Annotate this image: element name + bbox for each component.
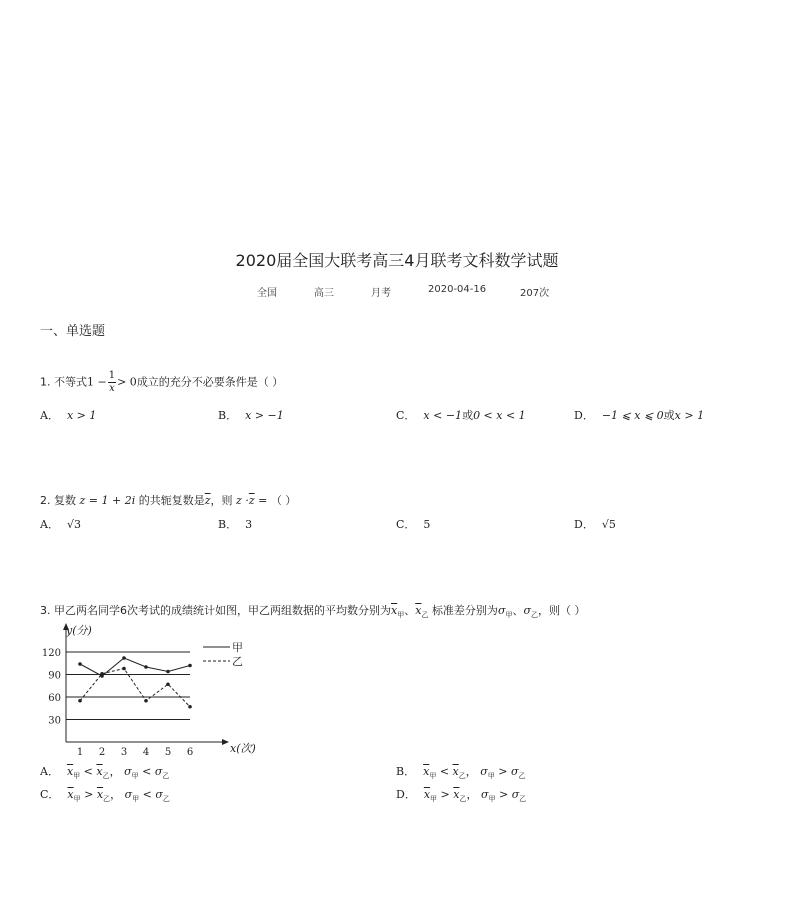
sigma-sub-jia: 甲 [131, 772, 139, 781]
option-text: x > −1 [245, 409, 284, 422]
data-point [78, 699, 82, 703]
meta-type: 月考 [371, 288, 391, 299]
q2-suffix: （ ） [270, 494, 297, 507]
option-label: C． [40, 788, 60, 801]
option-label: A． [40, 765, 59, 778]
mean-yi: $\overline{x}$ [452, 765, 459, 778]
relation-sigma: < [142, 765, 152, 778]
relation-sigma: < [142, 788, 152, 801]
data-point [144, 665, 148, 669]
q3-option-c[interactable] [40, 786, 170, 804]
q3-sigma-sub-b: 乙 [530, 611, 538, 620]
data-point [78, 662, 82, 666]
sigma-jia: σ [480, 788, 489, 801]
legend-label: 乙 [232, 655, 243, 668]
comma: ， [109, 765, 121, 778]
sigma-yi: σ [154, 765, 163, 778]
meta-region: 全国 [257, 288, 277, 299]
q2-expr: z = 1 + 2i [79, 494, 136, 507]
comma: ， [110, 788, 122, 801]
sigma-yi: σ [510, 765, 519, 778]
sub-yi: 乙 [103, 795, 111, 804]
data-point [166, 682, 170, 686]
question-1 [40, 370, 283, 395]
score-chart [40, 620, 280, 760]
sigma-jia: σ [480, 765, 488, 778]
sub-yi: 乙 [459, 795, 467, 804]
sub-jia: 甲 [429, 772, 437, 781]
option-label: A． [40, 518, 59, 531]
q3-option-d[interactable] [396, 786, 526, 804]
sigma-yi: σ [155, 788, 163, 801]
relation-mean: < [83, 765, 93, 778]
option-text: 5 [423, 518, 431, 531]
mean-jia: $\overline{x}$ [66, 765, 74, 778]
relation-sigma: > [498, 765, 508, 778]
sigma-sub-yi: 乙 [162, 795, 170, 804]
q3-sep-2: 、 [512, 604, 524, 617]
relation-mean: < [439, 765, 450, 778]
q3-sub-b: 乙 [421, 611, 429, 620]
y-tick-label: 120 [41, 648, 61, 659]
sub-jia: 甲 [73, 795, 81, 804]
q2-conj: $\overline{z}$ [204, 494, 211, 507]
option-label: B． [218, 518, 238, 531]
q3-sub-a: 甲 [397, 611, 405, 620]
meta-grade: 高三 [314, 288, 334, 299]
sub-yi: 乙 [458, 772, 466, 781]
q3-sigma-sub-a: 甲 [505, 611, 513, 620]
x-axis-label: x(次) [230, 742, 256, 755]
sub-jia: 甲 [73, 772, 81, 781]
option-label: B． [218, 409, 238, 422]
data-point [122, 656, 126, 660]
section-title: 一、单选题 [40, 324, 106, 339]
q3-sep: 、 [404, 604, 416, 617]
q1-frac-num: 1 [108, 370, 116, 381]
y-tick-label: 90 [48, 670, 61, 682]
option-label: D． [574, 409, 594, 422]
q2-expr2-b: $\overline{z}$ [248, 494, 255, 507]
relation-mean: > [440, 788, 450, 801]
option-text: x > 1 [66, 409, 97, 422]
data-point [188, 705, 192, 709]
relation-mean: > [84, 788, 94, 801]
q3-sigma-a: σ [497, 604, 506, 617]
q3-option-a[interactable] [40, 763, 169, 781]
sigma-sub-yi: 乙 [519, 795, 527, 804]
mean-jia: $\overline{x}$ [423, 788, 431, 801]
option-label: C． [396, 409, 416, 422]
q1-prefix: 1. 不等式 [40, 375, 87, 389]
q1-option-c[interactable] [396, 407, 526, 423]
q2-option-c[interactable] [396, 516, 430, 532]
q1-option-d[interactable] [574, 407, 704, 423]
q1-fraction [108, 370, 116, 395]
sub-yi: 乙 [102, 772, 110, 781]
mean-yi: $\overline{x}$ [96, 765, 103, 778]
option-label: A． [40, 409, 59, 422]
legend-label: 甲 [232, 641, 243, 654]
q2-expr2-a: z · [236, 494, 249, 507]
mean-yi: $\overline{x}$ [453, 788, 460, 801]
option-text-a: x < −1 [423, 409, 463, 422]
option-text: 3 [245, 518, 253, 531]
meta-date: 2020-04-16 [428, 284, 487, 295]
data-point [100, 672, 104, 676]
q3-mean-b: $\overline{x}$ [415, 604, 422, 617]
data-point [188, 664, 192, 668]
q1-option-a[interactable] [40, 407, 96, 423]
option-text-a: −1 ⩽ x ⩽ 0 [601, 409, 664, 422]
q3-sigma-b: σ [523, 604, 531, 617]
meta-views: 207次 [520, 288, 550, 299]
q2-expr2-c: = [258, 494, 268, 507]
x-tick-label: 5 [164, 747, 172, 758]
score-chart-svg [40, 620, 280, 760]
q1-suffix: 成立的充分不必要条件是（ ） [136, 375, 284, 389]
x-tick-label: 3 [120, 747, 128, 758]
x-tick-label: 6 [186, 747, 194, 758]
comma: ， [465, 765, 477, 778]
q3-mid: 标准差分别为 [431, 604, 498, 617]
sub-jia: 甲 [430, 795, 438, 804]
q3-suffix: ，则（ ） [537, 604, 586, 617]
q1-expr-left: 1 − [87, 375, 107, 389]
option-text-b: x > 1 [674, 409, 705, 422]
q1-option-b[interactable] [218, 407, 284, 423]
q3-prefix: 3. 甲乙两名同学6次考试的成绩统计如图，甲乙两组数据的平均数分别为 [40, 604, 391, 617]
sigma-sub-jia: 甲 [132, 795, 140, 804]
q2-mid2: ，则 [210, 494, 233, 507]
q2-option-d[interactable] [574, 516, 616, 532]
q3-mean-a: $\overline{x}$ [391, 604, 398, 617]
sigma-jia: σ [124, 765, 132, 778]
x-tick-label: 1 [76, 747, 84, 758]
y-tick-label: 60 [48, 693, 61, 704]
question-2 [40, 492, 296, 508]
x-tick-label: 4 [142, 747, 150, 758]
q3-option-b[interactable] [396, 763, 526, 781]
y-tick-label: 30 [48, 715, 61, 727]
option-label: D． [574, 518, 594, 531]
option-join: 或 [462, 409, 474, 422]
question-3 [40, 602, 585, 620]
option-join: 或 [663, 409, 675, 422]
option-label: C． [396, 518, 416, 531]
comma: ， [466, 788, 478, 801]
sigma-jia: σ [124, 788, 133, 801]
sigma-sub-jia: 甲 [488, 795, 496, 804]
option-text: √3 [66, 518, 81, 531]
option-label: B． [396, 765, 416, 778]
page-title: 2020届全国大联考高三4月联考文科数学试题 [235, 251, 559, 270]
mean-jia: $\overline{x}$ [67, 788, 74, 801]
sigma-yi: σ [511, 788, 520, 801]
q1-expr-right: > 0 [117, 375, 137, 389]
mean-yi: $\overline{x}$ [96, 788, 104, 801]
relation-sigma: > [499, 788, 509, 801]
q2-prefix: 2. 复数 [40, 494, 76, 507]
sigma-sub-jia: 甲 [487, 772, 495, 781]
sigma-sub-yi: 乙 [162, 772, 170, 781]
x-axis-arrow [222, 739, 229, 745]
q2-option-a[interactable] [40, 516, 81, 532]
option-label: D． [396, 788, 416, 801]
data-point [166, 670, 170, 674]
q2-mid: 的共轭复数是 [138, 494, 205, 507]
series-line-1 [80, 658, 190, 676]
option-text-b: 0 < x < 1 [473, 409, 526, 422]
q1-frac-den: x [109, 383, 115, 394]
x-tick-label: 2 [98, 747, 106, 758]
mean-jia: $\overline{x}$ [423, 765, 430, 778]
data-point [144, 699, 148, 703]
data-point [122, 667, 126, 671]
sigma-sub-yi: 乙 [518, 772, 526, 781]
option-text: √5 [601, 518, 616, 531]
q2-option-b[interactable] [218, 516, 252, 532]
y-axis-label: y(分) [66, 624, 92, 637]
